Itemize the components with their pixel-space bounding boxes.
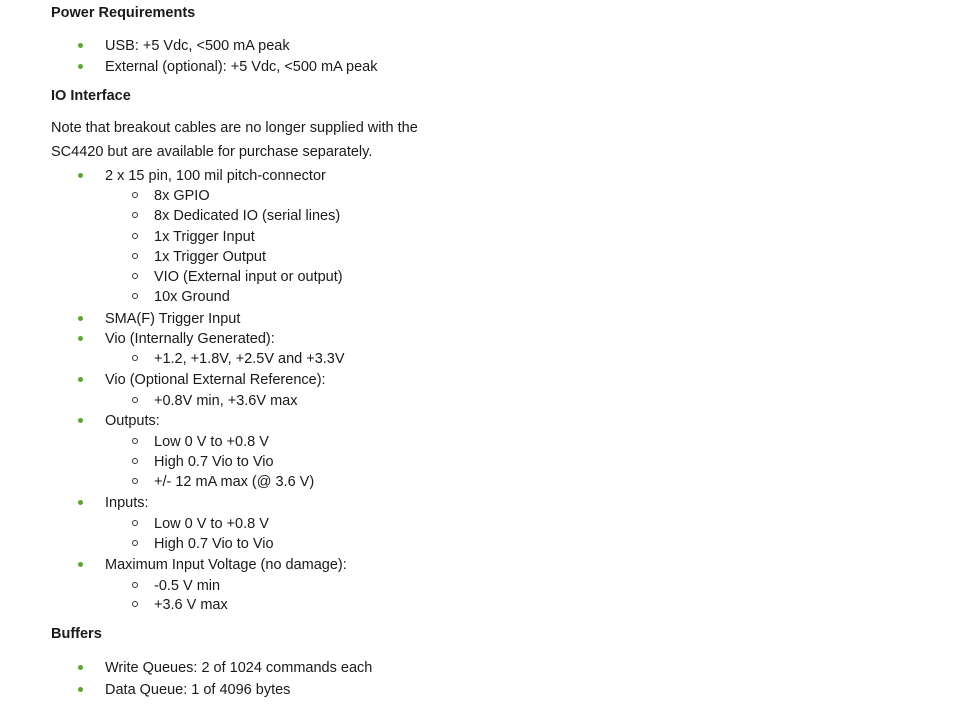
circle-bullet-icon [132,233,138,239]
bullet-icon [78,665,83,670]
list-item: 2 x 15 pin, 100 mil pitch-connector [78,167,326,185]
sub-list-item: +/- 12 mA max (@ 3.6 V) [132,473,314,491]
bullet-icon [78,173,83,178]
section-heading-power: Power Requirements [51,5,196,21]
list-item: External (optional): +5 Vdc, <500 mA peak [78,58,377,76]
circle-bullet-icon [132,438,138,444]
sub-list-item: High 0.7 Vio to Vio [132,535,274,553]
bullet-icon [78,64,83,69]
list-item: Maximum Input Voltage (no damage): [78,556,347,574]
sub-list-item: +1.2, +1.8V, +2.5V and +3.3V [132,350,345,368]
sub-list-item: Low 0 V to +0.8 V [132,433,269,451]
sub-list-item: +0.8V min, +3.6V max [132,392,297,410]
circle-bullet-icon [132,601,138,607]
sub-list-item: +3.6 V max [132,596,228,614]
sub-list-item: Low 0 V to +0.8 V [132,515,269,533]
circle-bullet-icon [132,293,138,299]
circle-bullet-icon [132,520,138,526]
bullet-icon [78,336,83,341]
sub-list-item: 1x Trigger Output [132,248,266,266]
bullet-icon [78,562,83,567]
io-note: Note that breakout cables are no longer supplied with the SC4420 but are available for purchase separately. [51,120,418,160]
sub-list-item: VIO (External input or output) [132,268,343,286]
circle-bullet-icon [132,458,138,464]
sub-list-item: High 0.7 Vio to Vio [132,453,274,471]
circle-bullet-icon [132,212,138,218]
bullet-icon [78,418,83,423]
sub-list-item: 8x Dedicated IO (serial lines) [132,207,340,225]
sub-list-item: 8x GPIO [132,187,210,205]
circle-bullet-icon [132,478,138,484]
circle-bullet-icon [132,253,138,259]
circle-bullet-icon [132,397,138,403]
section-heading-buffers: Buffers [51,626,102,642]
circle-bullet-icon [132,273,138,279]
circle-bullet-icon [132,540,138,546]
list-item: Write Queues: 2 of 1024 commands each [78,659,372,677]
section-heading-io: IO Interface [51,88,131,104]
list-item: Data Queue: 1 of 4096 bytes [78,681,290,699]
bullet-icon [78,687,83,692]
circle-bullet-icon [132,355,138,361]
sub-list-item: 1x Trigger Input [132,228,255,246]
list-item: Inputs: [78,494,149,512]
circle-bullet-icon [132,582,138,588]
list-item: Vio (Optional External Reference): [78,371,326,389]
sub-list-item: 10x Ground [132,288,230,306]
bullet-icon [78,43,83,48]
list-item: SMA(F) Trigger Input [78,310,240,328]
bullet-icon [78,316,83,321]
bullet-icon [78,377,83,382]
circle-bullet-icon [132,192,138,198]
list-item: USB: +5 Vdc, <500 mA peak [78,37,290,55]
list-item: Outputs: [78,412,160,430]
list-item: Vio (Internally Generated): [78,330,275,348]
bullet-icon [78,500,83,505]
sub-list-item: -0.5 V min [132,577,220,595]
